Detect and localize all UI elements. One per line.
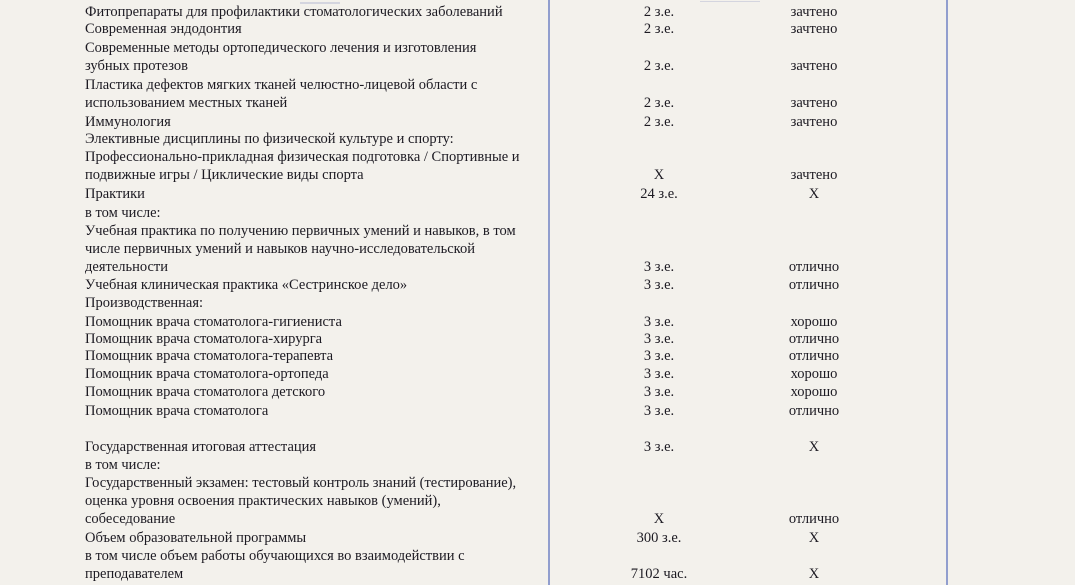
- grade-value: отлично: [788, 403, 840, 419]
- table-row: [0, 330, 1075, 348]
- discipline-name-line: Объем образовательной программы: [85, 530, 307, 546]
- discipline-name-line: числе первичных умений и навыков научно-исследовательской: [85, 241, 475, 257]
- table-row: [0, 438, 1075, 456]
- discipline-name: [85, 402, 268, 420]
- grade-value: X: [808, 530, 820, 546]
- credit-value: 7102 час.: [630, 566, 688, 582]
- discipline-name-line: в том числе:: [85, 457, 161, 473]
- credit-value: 3 з.е.: [643, 259, 675, 275]
- table-row: [0, 76, 1075, 112]
- table-row: [0, 294, 1075, 312]
- grade-value: X: [808, 439, 820, 455]
- discipline-name-line: Фитопрепараты для профилактики стоматологических заболеваний: [85, 4, 503, 20]
- table-row: [0, 402, 1075, 420]
- discipline-name-line: Элективные дисциплины по физической культуре и спорту:: [85, 131, 454, 147]
- credit-value: X: [653, 511, 665, 527]
- discipline-name: [85, 347, 333, 365]
- discipline-name-line: оценка уровня освоения практических навыков (умений),: [85, 493, 441, 509]
- grade-value: X: [808, 186, 820, 202]
- table-row: [0, 185, 1075, 203]
- grade-value: X: [808, 566, 820, 582]
- discipline-name-line: преподавателем: [85, 566, 184, 582]
- grade-value: хорошо: [790, 314, 838, 330]
- discipline-name: [85, 3, 503, 21]
- grade-value: отлично: [788, 277, 840, 293]
- discipline-name-line: Помощник врача стоматолога-хирурга: [85, 331, 323, 347]
- grade-value: отлично: [788, 511, 840, 527]
- credit-value: 3 з.е.: [643, 314, 675, 330]
- grade-value: зачтено: [790, 21, 838, 37]
- credit-value: 300 з.е.: [636, 530, 682, 546]
- discipline-name-line: Иммунология: [85, 114, 171, 130]
- discipline-name-line: Современная эндодонтия: [85, 21, 242, 37]
- discipline-name-line: в том числе объем работы обучающихся во взаимодействии с: [85, 548, 465, 564]
- discipline-name-line: Помощник врача стоматолога: [85, 403, 269, 419]
- table-row: [0, 365, 1075, 383]
- discipline-name: [85, 294, 203, 312]
- grade-value: хорошо: [790, 384, 838, 400]
- credit-value: 3 з.е.: [643, 384, 675, 400]
- discipline-name-line: Помощник врача стоматолога детского: [85, 384, 326, 400]
- discipline-name: [85, 474, 516, 528]
- table-row: [0, 347, 1075, 365]
- discipline-name: [85, 39, 476, 75]
- table-row: [0, 204, 1075, 222]
- table-row: [0, 3, 1075, 21]
- table-row: [0, 39, 1075, 75]
- grade-value: отлично: [788, 348, 840, 364]
- table-row: [0, 456, 1075, 474]
- discipline-name: [85, 222, 516, 276]
- discipline-name: [85, 456, 161, 474]
- grade-value: отлично: [788, 331, 840, 347]
- grade-value: зачтено: [790, 4, 838, 20]
- table-row: [0, 276, 1075, 294]
- discipline-name: [85, 313, 342, 331]
- discipline-name: [85, 547, 465, 583]
- discipline-name-line: использованием местных тканей: [85, 95, 288, 111]
- credit-value: 2 з.е.: [643, 58, 675, 74]
- table-row: [0, 222, 1075, 276]
- scan-speck: [700, 1, 760, 2]
- credit-value: 24 з.е.: [640, 186, 678, 202]
- credit-value: 3 з.е.: [643, 348, 675, 364]
- discipline-name-line: деятельности: [85, 259, 169, 275]
- credit-value: 3 з.е.: [643, 439, 675, 455]
- grade-value: зачтено: [790, 58, 838, 74]
- discipline-name: [85, 529, 306, 547]
- discipline-name-line: зубных протезов: [85, 58, 188, 74]
- discipline-name-line: Профессионально-прикладная физическая подготовка / Спортивные и: [85, 149, 520, 165]
- table-row: [0, 20, 1075, 38]
- discipline-name-line: Производственная:: [85, 295, 204, 311]
- discipline-name: [85, 330, 322, 348]
- discipline-name-line: в том числе:: [85, 205, 161, 221]
- table-row: [0, 529, 1075, 547]
- discipline-name-line: Государственная итоговая аттестация: [85, 439, 317, 455]
- credit-value: 3 з.е.: [643, 366, 675, 382]
- discipline-name-line: Современные методы ортопедического лечения и изготовления: [85, 40, 477, 56]
- discipline-name: [85, 276, 407, 294]
- grade-value: зачтено: [790, 95, 838, 111]
- discipline-name-line: Учебная клиническая практика «Сестринское дело»: [85, 277, 408, 293]
- discipline-name-line: Помощник врача стоматолога-гигиениста: [85, 314, 342, 330]
- grade-value: зачтено: [790, 167, 838, 183]
- discipline-name: [85, 383, 325, 401]
- discipline-name-line: подвижные игры / Циклические виды спорта: [85, 167, 364, 183]
- table-row: [0, 383, 1075, 401]
- table-row: [0, 547, 1075, 583]
- table-row: [0, 130, 1075, 184]
- discipline-name: [85, 365, 329, 383]
- discipline-name: [85, 76, 477, 112]
- grade-value: зачтено: [790, 114, 838, 130]
- discipline-name-line: Помощник врача стоматолога-ортопеда: [85, 366, 329, 382]
- grade-value: отлично: [788, 259, 840, 275]
- credit-value: 2 з.е.: [643, 95, 675, 111]
- credit-value: 3 з.е.: [643, 403, 675, 419]
- discipline-name-line: Учебная практика по получению первичных умений и навыков, в том: [85, 223, 516, 239]
- discipline-name: [85, 113, 171, 131]
- grade-value: хорошо: [790, 366, 838, 382]
- credit-value: 3 з.е.: [643, 331, 675, 347]
- discipline-name: [85, 20, 242, 38]
- credit-value: 2 з.е.: [643, 114, 675, 130]
- table-row: [0, 313, 1075, 331]
- discipline-name: [85, 204, 161, 222]
- table-row: [0, 113, 1075, 131]
- discipline-name: [85, 438, 316, 456]
- discipline-name: [85, 185, 145, 203]
- credit-value: 2 з.е.: [643, 21, 675, 37]
- credit-value: 2 з.е.: [643, 4, 675, 20]
- table-row: [0, 474, 1075, 528]
- credit-value: 3 з.е.: [643, 277, 675, 293]
- discipline-name-line: Пластика дефектов мягких тканей челюстно-лицевой области с: [85, 77, 478, 93]
- discipline-name-line: Государственный экзамен: тестовый контроль знаний (тестирование),: [85, 475, 517, 491]
- credit-value: X: [653, 167, 665, 183]
- discipline-name-line: Помощник врача стоматолога-терапевта: [85, 348, 334, 364]
- discipline-name-line: Практики: [85, 186, 145, 202]
- discipline-name: [85, 130, 520, 184]
- discipline-name-line: собеседование: [85, 511, 176, 527]
